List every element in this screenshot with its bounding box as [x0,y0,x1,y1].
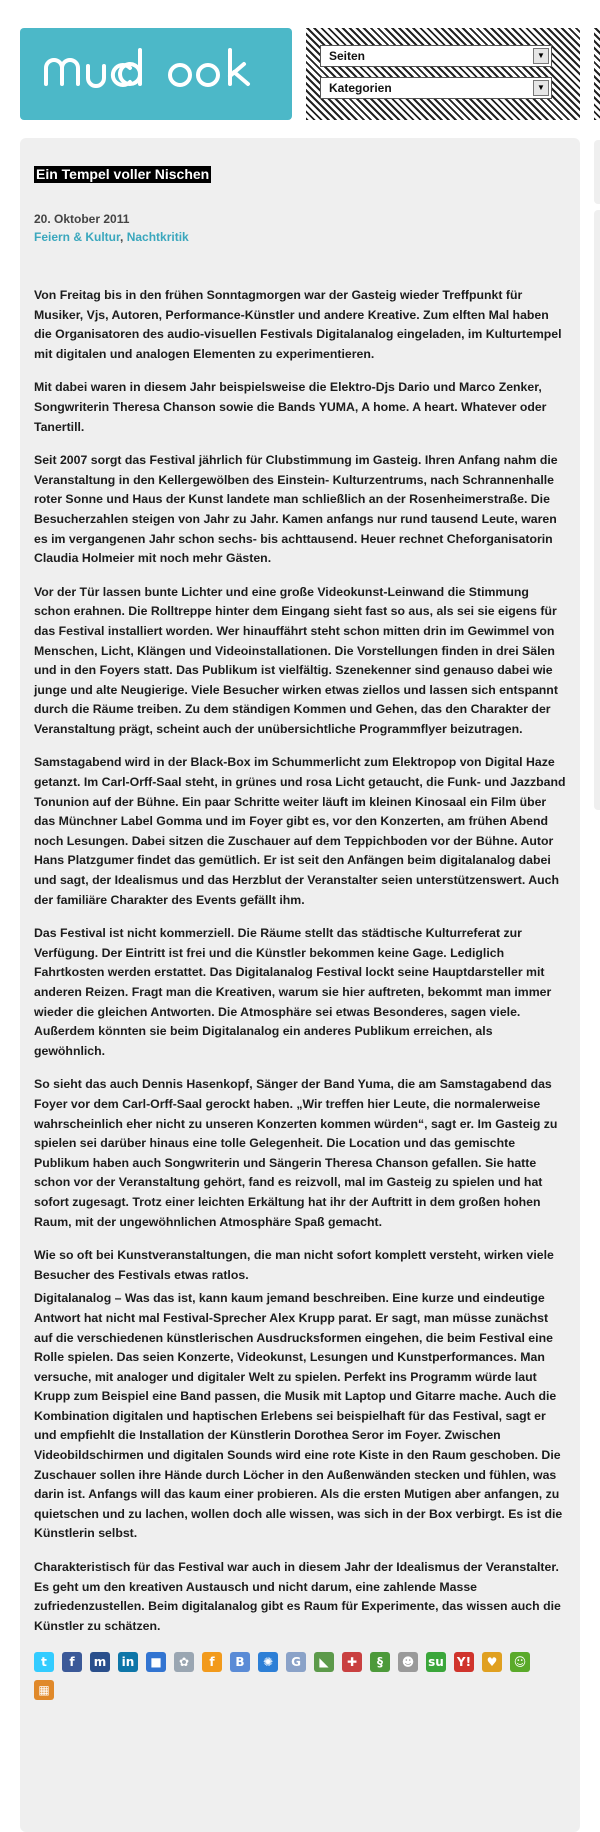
sidebar-widget-edge [594,140,600,204]
yigg-icon[interactable]: ✺ [258,1652,278,1672]
chevron-down-icon: ▼ [533,80,549,96]
social-share-bar [34,1652,554,1700]
diigo-icon[interactable]: ◣ [314,1652,334,1672]
paragraph: Seit 2007 sorgt das Festival jährlich für Clubstimmung im Gasteig. Ihren Anfang nahm die Veranstaltung in den Kellergewölben des Einstein- Kulturzentrums, nach Schrannenhalle roter Sonne und Haus der Kunst landete man schließlich an der Rosenheimerstraße. Die Besucherzahlen steigen von Jahr zu Jahr. Kamen anfangs nur rund tausend Leute, waren es im vergangenen Jahr schon sechs- bis achttausend. Heuer rechnet Cheforganisatorin Claudia Holmeier mit noch mehr Gästen. [34,453,558,566]
category-link[interactable]: Feiern & Kultur [34,230,121,244]
paragraph: Charakteristisch für das Festival war auch in diesem Jahr der Idealismus der Veranstalter. Es geht um den kreativen Austausch und nicht darum, eine zahlende Masse zufriedenzustellen. Beim digitalanalog gibt es Raum für Experimente, das wissen auch die Künstler zu schätzen. [34,1560,561,1633]
header-nav-panel [306,28,580,120]
evernote-icon[interactable]: § [370,1652,390,1672]
windows-live-icon[interactable]: ▦ [34,1680,54,1700]
paragraph: Digitalanalog – Was das ist, kann kaum jemand beschreiben. Eine kurze und eindeutige Antwort hat nicht mal Festival-Sprecher Alex Krupp parat. Er sagt, man müsse zunächst auf die verschiedenen künstlerischen Ausdrucksformen eingehen, die beim Festival eine Rolle spielen. Das seien Konzerte, Videokunst, Lesungen und Kunstperformances. Man versuche, mit analoger und digitaler Welt zu spielen. Perfekt ins Programm würde laut Krupp zum Beispiel eine Band passen, die Musik mit Laptop und Gitarre mache. Auch die Kombination digitalen und haptischen Erlebens sei beispielhaft für das Festival, sagt er und empfiehlt die Installation der Künstlerin Dorothea Seror im Foyer. Zwischen Videobildschirmen und digitalen Sounds wird eine rote Kiste in den Raum geschoben. Die Zuschauer sollen ihre Hände durch Löcher in den Außenwänden stecken und fühlen, was darin ist. Anfangs will das kaum einer probieren. Als die ersten Mutigen aber anfangen, zu quietschen und zu lachen, wollen doch alle wissen, was sich in der Box verbirgt. Es ist die Künstlerin selbst. [34,1291,563,1541]
google-bookmarks-icon[interactable]: G [286,1652,306,1672]
sidebar-widget-edge [594,210,600,810]
chevron-down-icon: ▼ [533,48,549,64]
identica-icon[interactable]: ☺ [510,1652,530,1672]
paragraph: So sieht das auch Dennis Hasenkopf, Sänger der Band Yuma, die am Samstagabend das Foyer vor dem Carl-Orff-Saal gerockt haben. „Wir treffen hier Leute, die normalerweise wahrscheinlich eher nicht zu unseren Konzerten kommen würden“, sagt er. Im Gasteig zu spielen sei darüber hinaus eine tolle Gelegenheit. Die Location und das gemischte Publikum haben auch Songwriterin und Sängerin Theresa Chanson gefallen. Sie hatte schon vor der Veranstaltung gehört, fand es reizvoll, mal im Gasteig zu spielen und hat sofort zugesagt. Trotz einer leichten Erkältung hat ihr der Auftritt in dem großen hohen Raum, mit der ungewöhnlichen Atmosphäre Spaß gemacht. [34,1077,558,1229]
pages-select[interactable] [320,45,552,67]
post-title[interactable]: Ein Tempel voller Nischen [36,166,210,182]
delicious-icon[interactable]: ■ [146,1652,166,1672]
paragraph: Von Freitag bis in den frühen Sonntagmorgen war der Gasteig wieder Treffpunkt für Musiker, Vjs, Autoren, Performance-Künstler und andere Kreative. Zum elften Mal haben die Organisatoren des audio-visuellen Festivals Digitalanalog eingeladen, im Kulturtempel mit digitalen und analogen Elementen zu experimentieren. [34,288,562,361]
pages-select-label: Seiten [329,49,366,63]
paragraph: Wie so oft bei Kunstveranstaltungen, die man nicht sofort komplett versteht, wirken viele Besucher des Festivals etwas ratlos. [34,1248,554,1282]
paragraph: Vor der Tür lassen bunte Lichter und eine große Videokunst-Leinwand die Stimmung schon erahnen. Die Rolltreppe hinter dem Eingang sieht fast so aus, als sei sie eigens für das Festival installiert worden. Wer hinauffährt steht schon mitten drin im Gewimmel von Menschen, Licht, Klängen und Videoinstallationen. Die Vorstellungen finden in drei Sälen und in den Foyers statt. Das Publikum ist vielfältig. Szenekenner sind genauso dabei wie junge und alte Neugierige. Viele Besucher wirken etwas ziellos und lassen sich entspannt durch die Räume treiben. Zu dem ständigen Kommen und Gehen, das den Charakter der Veranstaltung prägt, scheint auch der unübersichtliche Programmflyer beizutragen. [34,584,558,736]
category-separator: , [120,230,127,244]
post-body [34,286,566,1636]
myspace-icon[interactable]: m [90,1652,110,1672]
webnews-icon[interactable]: ✚ [342,1652,362,1672]
site-logo[interactable] [20,28,292,120]
reddit-icon[interactable]: ☻ [398,1652,418,1672]
paragraph: Mit dabei waren in diesem Jahr beispielsweise die Elektro-Djs Dario und Marco Zenker, Songwriterin Theresa Chanson sowie die Bands YUMA, A home. A heart. Whatever oder Tanertill. [34,380,547,434]
post-categories [34,230,566,244]
paragraph: Das Festival ist nicht kommerziell. Die Räume stellt das städtische Kulturreferat zur Verfügung. Der Eintritt ist frei und die Künstler bekommen keine Gage. Lediglich Fahrtkosten werden erstattet. Das Digitalanalog Festival lockt seine Hauptdarsteller mit anderen Reizen. Fragt man die Kreativen, warum sie hier auftreten, bekommt man immer wieder die gleichen Antworten. Die Atmosphäre sei etwas Besonderes, sagen viele. Außerdem könnten sie beim Digitalanalog ein anderes Publikum erreichen, als gewöhnlich. [34,926,552,1058]
categories-select[interactable] [320,77,552,99]
linkedin-icon[interactable]: in [118,1652,138,1672]
post-container [20,138,580,1832]
facebook-icon[interactable]: f [62,1652,82,1672]
yahoo-icon[interactable]: Y! [454,1652,474,1672]
post-date: 20. Oktober 2011 [34,212,130,226]
twitter-icon[interactable]: t [34,1652,54,1672]
folkd-icon[interactable]: f [202,1652,222,1672]
paragraph: Samstagabend wird in der Black-Box im Schummerlicht zum Elektropop von Digital Haze getanzt. Im Carl-Orff-Saal steht, in grünes und rosa Licht getaucht, die Funk- und Jazzband Tonunion auf der Bühne. Ein paar Schritte weiter läuft im kleinen Kinosaal ein Film über das Münchner Label Gomma und im Foyer gibt es, vor den Konzerten, am frühen Abend noch Lesungen. Dabei sitzen die Zuschauer auf dem Teppichboden vor der Bühne. Autor Hans Platzgumer findet das gemütlich. Er ist seit den Anfängen beim digitalanalog dabei und sagt, der Idealismus und das Herzblut der Veranstalter seien unterstützenswert. Auch der familiäre Charakter des Events gefällt ihm. [34,755,566,907]
sidebar-edge [594,28,600,120]
mucbook-logo-icon [38,44,274,104]
favorites-icon[interactable]: ♥ [482,1652,502,1672]
mister-wong-icon[interactable]: ✿ [174,1652,194,1672]
blogmarks-icon[interactable]: B [230,1652,250,1672]
category-link[interactable]: Nachtkritik [126,230,189,244]
categories-select-label: Kategorien [329,81,392,95]
stumbleupon-icon[interactable]: su [426,1652,446,1672]
